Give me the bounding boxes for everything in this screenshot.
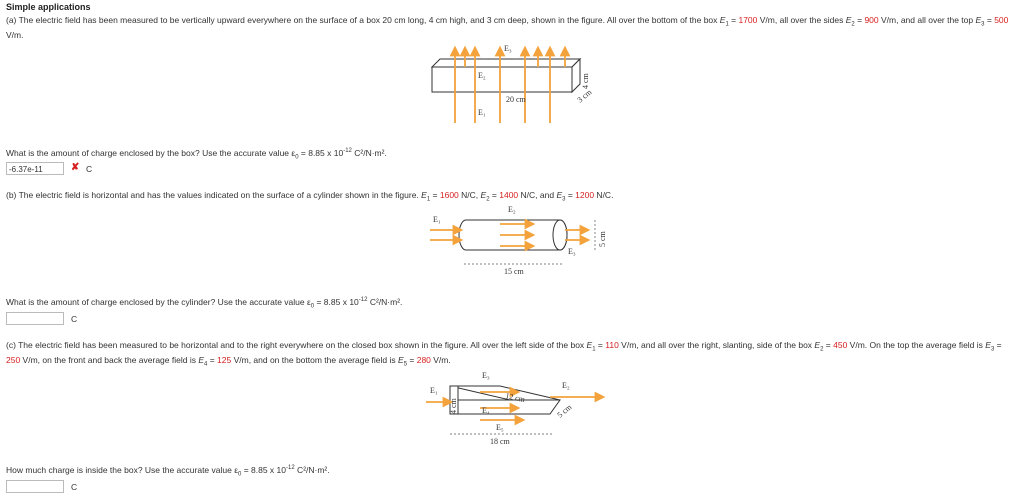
fig-c-length: 18 cm xyxy=(490,437,510,446)
unit-label-b: C xyxy=(71,314,78,324)
fig-c-e4: E₄ xyxy=(482,406,490,415)
fig-a-length: 20 cm xyxy=(506,95,526,104)
fig-a-height: 4 cm xyxy=(581,73,590,89)
fig-b-e3: E₃ xyxy=(568,247,576,256)
fig-c-e1: E₁ xyxy=(430,386,438,395)
answer-input-b[interactable] xyxy=(6,312,64,325)
unit-label-a: C xyxy=(86,164,93,174)
fig-a-e2: E₂ xyxy=(478,71,486,80)
cylinder-end xyxy=(553,220,567,250)
fig-c-depth: 5 cm xyxy=(555,402,574,420)
fig-c-slant: 12 cm xyxy=(504,391,526,405)
part-b-text: (b) The electric field is horizontal and has the values indicated on the surface of a cylinder shown in the figure. $E_1 = 1600$ N/C, $E_2 = 1400$ N/C, and $E_3 = 1200$ N/C. xyxy=(6,190,614,203)
fig-b-length: 15 cm xyxy=(504,267,524,276)
fig-c-e5: E₅ xyxy=(496,423,504,432)
answer-input-a[interactable]: -6.37e-11 xyxy=(6,162,64,175)
fig-a-depth: 3 cm xyxy=(575,87,594,105)
fig-a-e3: E₃ xyxy=(504,45,512,53)
fig-c-height: 4 cm xyxy=(449,398,458,414)
fig-b-e2: E₂ xyxy=(508,205,516,214)
part-c-question: How much charge is inside the box? Use the accurate value $\varepsilon_0 = 8.85$ x $10^{-12}$ C²/N·m². xyxy=(6,465,330,478)
unit-label-c: C xyxy=(71,482,78,492)
box-figure-a xyxy=(420,45,605,125)
box-front-face xyxy=(432,67,572,92)
fig-c-e3: E₃ xyxy=(482,371,490,380)
fig-c-e2: E₂ xyxy=(562,381,570,390)
section-title: Simple applications xyxy=(6,2,91,12)
incorrect-x-icon: ✘ xyxy=(71,162,80,173)
answer-input-c[interactable] xyxy=(6,480,64,493)
part-a-text: (a) The electric field has been measured to be vertically upward everywhere on the surface of a box 20 cm long, 4 cm high, and 3 cm deep, shown in the figure. All over the bottom of the box $E_1 = 1700$ V/m, all over the sides $E_2 = 900$ V/m, and all over the top $E_3 = 500$ V/m. xyxy=(6,15,1009,40)
part-b-question: What is the amount of charge enclosed by the cylinder? Use the accurate value $\varepsilon_0 = 8.85$ x $10^{-12}$ C²/N·m². xyxy=(6,297,403,310)
wedge-figure-c xyxy=(420,368,610,450)
part-a-question: What is the amount of charge enclosed by the box? Use the accurate value $\varepsilon_0 = 8.85$ x $10^{-12}$ C²/N·m². xyxy=(6,148,387,161)
fig-b-e1: E₁ xyxy=(433,215,441,224)
part-c-text: (c) The electric field has been measured to be horizontal and to the right everywhere on the closed box shown in the figure. All over the left side of the box $E_1 = 110$ V/m, and all over the right, slanting, side of the box $E_2 = 450$ V/m. On the top the average field is $E_3 = 250$ V/m, on the front and back the average field is $E_4 = 125$ V/m, and on the bottom the average field is $E_5 = 280$ V/m. xyxy=(6,340,1002,368)
cylinder-figure-b xyxy=(420,202,620,282)
fig-a-e1: E₁ xyxy=(478,108,486,117)
fig-b-diameter: 5 cm xyxy=(598,231,607,247)
